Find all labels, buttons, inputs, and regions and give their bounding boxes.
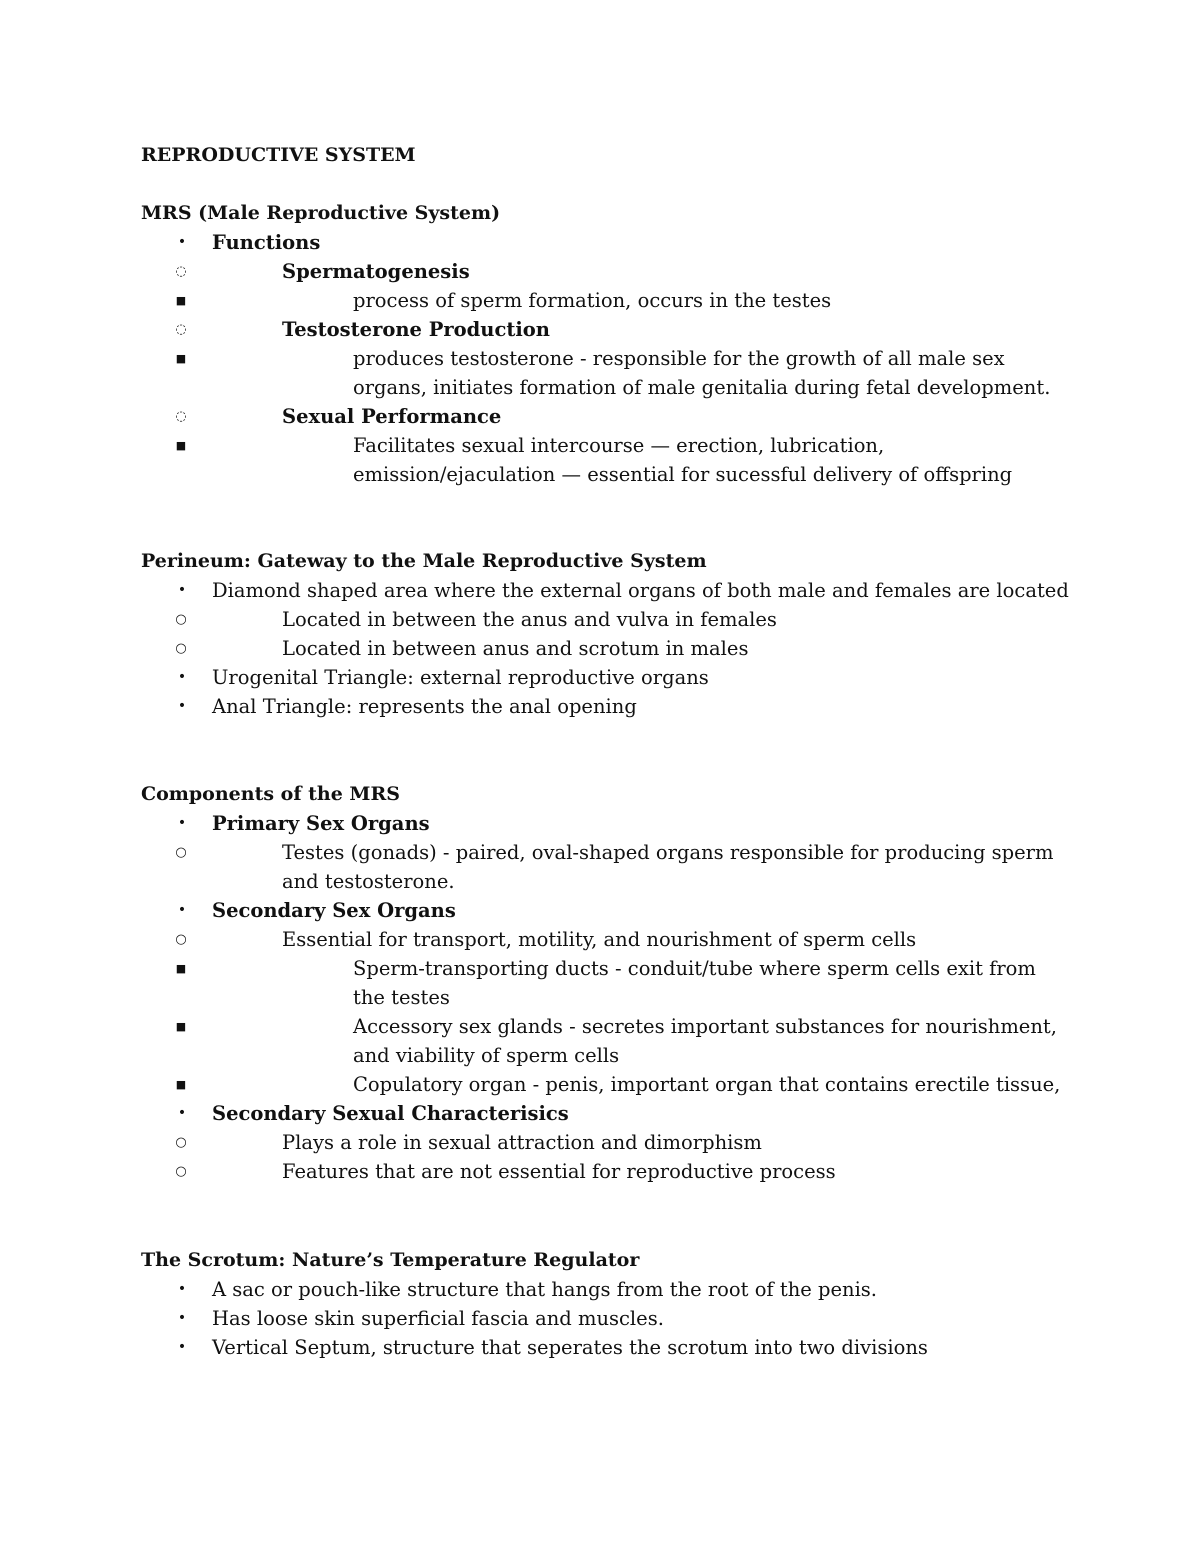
primary-sublist [141,838,1071,896]
bullet-icon: • [177,902,187,918]
anal-triangle: Anal Triangle: represents the anal opening [212,695,637,718]
list-item [141,344,1071,402]
components-list [141,809,1071,1186]
scrotum-section [141,1246,1071,1362]
components-section [141,780,1071,1186]
bullet-icon: • [177,582,187,598]
dotted-circle-bullet-icon: ◌ [175,264,187,279]
perineum-sub-item: Located in between anus and scrotum in males [282,637,749,660]
secondary-item: Sperm-transporting ducts - conduit/tube where sperm cells exit from the testes [353,957,1036,1009]
list-item [141,605,1071,634]
scrotum-item: Has loose skin superficial fascia and muscles. [212,1307,664,1330]
characteristics-item: Features that are not essential for reproductive process [282,1160,836,1183]
function-label: Testosterone Production [282,318,550,341]
scrotum-list [141,1275,1071,1362]
list-item [141,896,1071,1099]
list-item [141,315,1071,402]
perineum-sub-item: Located in between the anus and vulva in females [282,608,777,631]
circle-bullet-icon: ○ [175,845,187,860]
secondary-item: Accessory sex glands - secretes important substances for nourishment, and viability of sperm cells [353,1015,1057,1067]
list-item [141,663,1071,692]
mrs-heading: MRS (Male Reproductive System) [141,202,501,224]
urogenital-triangle: Urogenital Triangle: external reproductive organs [212,666,709,689]
list-item [141,1275,1071,1304]
list-item [141,576,1071,663]
secondary-sublist [141,925,1071,1099]
list-item [141,925,1071,1099]
perineum-section [141,547,1071,721]
square-bullet-icon: ■ [175,439,187,452]
function-detail-list [141,286,1071,315]
functions-list [141,257,1071,489]
secondary-items [141,954,1071,1099]
function-detail-list [141,344,1071,402]
function-detail: Facilitates sexual intercourse — erection, lubrication, emission/ejaculation — essential for sucessful delivery of offspring [353,434,1013,486]
characteristics-sublist [141,1128,1071,1186]
dotted-circle-bullet-icon: ◌ [175,322,187,337]
list-item [141,257,1071,315]
list-item [141,1333,1071,1362]
bullet-icon: • [177,669,187,685]
perineum-sublist [141,605,1071,663]
function-detail: produces testosterone - responsible for the growth of all male sex organs, initiates formation of male genitalia during fetal development. [353,347,1051,399]
circle-bullet-icon: ○ [175,932,187,947]
square-bullet-icon: ■ [175,1078,187,1091]
scrotum-item: Vertical Septum, structure that seperates the scrotum into two divisions [212,1336,928,1359]
function-detail: process of sperm formation, occurs in the testes [353,289,832,312]
list-item [141,402,1071,489]
components-heading: Components of the MRS [141,783,400,805]
secondary-detail: Essential for transport, motility, and nourishment of sperm cells [282,928,917,951]
secondary-label: Secondary Sex Organs [212,899,456,922]
characteristics-label: Secondary Sexual Characterisics [212,1102,569,1125]
square-bullet-icon: ■ [175,294,187,307]
bullet-icon: • [177,1310,187,1326]
perineum-list [141,576,1071,721]
dotted-circle-bullet-icon: ◌ [175,409,187,424]
list-item [141,228,1071,489]
circle-bullet-icon: ○ [175,1135,187,1150]
list-item [141,1012,1071,1070]
function-label: Spermatogenesis [282,260,470,283]
circle-bullet-icon: ○ [175,1164,187,1179]
bullet-icon: • [177,1339,187,1355]
list-item [141,286,1071,315]
primary-label: Primary Sex Organs [212,812,430,835]
function-label: Sexual Performance [282,405,502,428]
list-item [141,431,1071,489]
circle-bullet-icon: ○ [175,641,187,656]
bullet-icon: • [177,698,187,714]
list-item [141,1304,1071,1333]
circle-bullet-icon: ○ [175,612,187,627]
list-item [141,838,1071,896]
perineum-heading: Perineum: Gateway to the Male Reproductive System [141,550,707,572]
scrotum-heading: The Scrotum: Nature’s Temperature Regulator [141,1249,640,1271]
primary-detail: Testes (gonads) - paired, oval-shaped organs responsible for producing sperm and testosterone. [282,841,1054,893]
function-detail-list [141,431,1071,489]
bullet-icon: • [177,234,187,250]
document-title: REPRODUCTIVE SYSTEM [141,144,416,166]
list-item [141,1099,1071,1186]
characteristics-item: Plays a role in sexual attraction and dimorphism [282,1131,762,1154]
bullet-icon: • [177,815,187,831]
list-item [141,954,1071,1012]
list-item [141,692,1071,721]
list-item [141,634,1071,663]
scrotum-item: A sac or pouch-like structure that hangs from the root of the penis. [212,1278,878,1301]
list-item [141,1128,1071,1157]
bullet-icon: • [177,1105,187,1121]
mrs-section [141,199,1071,489]
square-bullet-icon: ■ [175,1020,187,1033]
secondary-item: Copulatory organ - penis, important organ that contains erectile tissue, [353,1073,1061,1096]
perineum-intro: Diamond shaped area where the external organs of both male and females are located [212,579,1069,602]
list-item [141,809,1071,896]
list-item [141,1070,1071,1099]
bullet-icon: • [177,1281,187,1297]
mrs-list [141,228,1071,489]
list-item [141,1157,1071,1186]
square-bullet-icon: ■ [175,352,187,365]
functions-label: Functions [212,231,321,254]
square-bullet-icon: ■ [175,962,187,975]
